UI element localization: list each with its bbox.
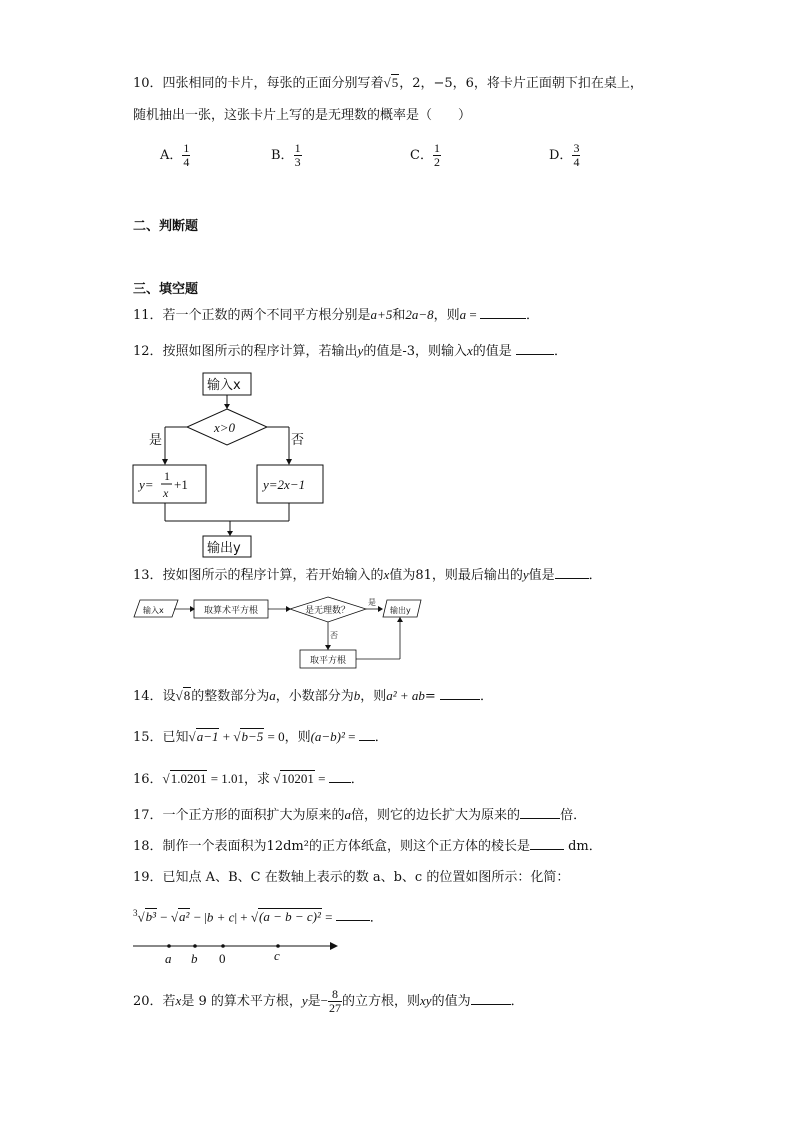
- flow13-no-label: 否: [330, 631, 338, 640]
- label-b: b: [191, 951, 198, 966]
- flow13-yes-label: 是: [368, 598, 376, 607]
- q17-answer-blank[interactable]: [520, 806, 560, 819]
- q10-line2: 随机抽出一张，这张卡片上写的是无理数的概率是（ ）: [133, 108, 472, 123]
- q18-line: 18．制作一个表面积为12dm²的正方体纸盒，则这个正方体的棱长是 dm．: [133, 839, 602, 854]
- q19-expression: $^3$√b³ − √a² − |b + c| + √(a − b − c)² = ．: [133, 908, 383, 925]
- q13-answer-blank[interactable]: [555, 566, 589, 579]
- flow13-input-label: 输入x: [143, 606, 164, 615]
- q12-line: 12．按照如图所示的程序计算，若输出y的值是-3，则输入x的值是 ．: [133, 343, 567, 359]
- section-fill-heading: 三、填空题: [133, 282, 199, 297]
- q17-line: 17．一个正方形的面积扩大为原来的a倍，则它的边长扩大为原来的 倍．: [133, 807, 587, 823]
- flow12-input-label: 输入x: [207, 378, 241, 393]
- flow12-right-formula: y=2x−1: [263, 477, 306, 492]
- q20-answer-blank[interactable]: [471, 992, 511, 1005]
- q14-line: 14．设√8的整数部分为a，小数部分为b，则a² + ab= ．: [133, 688, 493, 704]
- point-zero: [221, 944, 225, 948]
- q12-flowchart: [125, 368, 335, 560]
- flow12-left-suffix: +1: [174, 477, 188, 492]
- flow13-step-label: 取算术平方根: [204, 606, 259, 616]
- flow12-left-numerator: 1: [164, 469, 170, 483]
- q15-answer-blank[interactable]: [359, 728, 375, 741]
- label-a: a: [165, 951, 172, 966]
- label-c: c: [274, 948, 280, 963]
- flow12-condition-label: x>0: [214, 420, 236, 435]
- q14-answer-blank[interactable]: [440, 687, 480, 700]
- q10-text-a: 10．四张相同的卡片，每张的正面分别写着: [133, 76, 384, 91]
- q10-option-b: B． $\frac{1}{3}$: [271, 141, 301, 169]
- q10-option-a: A． $\frac{1}{4}$: [160, 141, 190, 169]
- flow13-condition-label: 是无理数？: [305, 606, 351, 616]
- q15-line: 15．已知√a−1 + √b−5 = 0，则(a−b)² = ．: [133, 729, 388, 745]
- q19-line: 19．已知点 A、B、C 在数轴上表示的数 a、b、c 的位置如图所示：化简：: [133, 870, 570, 885]
- q10-option-d: D． $\frac{3}{4}$: [549, 141, 580, 169]
- flow12-left-prefix: y=: [139, 477, 154, 492]
- q13-line: 13．按如图所示的程序计算，若开始输入的x值为81，则最后输出的y值是 ．: [133, 567, 602, 583]
- flow12-left-denominator: x: [163, 486, 169, 500]
- q19-answer-blank[interactable]: [336, 908, 370, 921]
- q19-number-line: [130, 938, 345, 968]
- q13-flowchart: [130, 594, 430, 672]
- q16-line: 16．√1.0201 = 1.01，求 √10201 = ．: [133, 771, 364, 787]
- q10-option-c: C． $\frac{1}{2}$: [410, 141, 440, 169]
- point-a: [167, 944, 171, 948]
- q10-sqrt5: √5: [383, 75, 399, 90]
- flow12-output-label: 输出y: [207, 541, 241, 556]
- q10-text-b: ，2，−5，6，将卡片正面朝下扣在桌上，: [399, 76, 643, 91]
- q18-answer-blank[interactable]: [530, 837, 564, 850]
- q20-line: 20．若x是 9 的算术平方根，y是− $\frac{8}{27}$ 的立方根，则xy的值为 ．: [133, 987, 524, 1015]
- q10-line1: [133, 74, 643, 93]
- q12-answer-blank[interactable]: [516, 342, 554, 355]
- flow13-back-label: 取平方根: [310, 656, 347, 666]
- section-judgement-heading: 二、判断题: [133, 219, 199, 234]
- label-zero: 0: [219, 951, 226, 966]
- q11-line: 11．若一个正数的两个不同平方根分别是a+5和2a−8，则a = ．: [133, 307, 539, 323]
- flow12-no-label: 否: [291, 433, 305, 448]
- flow12-yes-label: 是: [149, 433, 163, 448]
- q16-answer-blank[interactable]: [329, 770, 351, 783]
- point-b: [193, 944, 197, 948]
- flow13-output-label: 输出y: [390, 606, 411, 615]
- q11-answer-blank[interactable]: [480, 306, 526, 319]
